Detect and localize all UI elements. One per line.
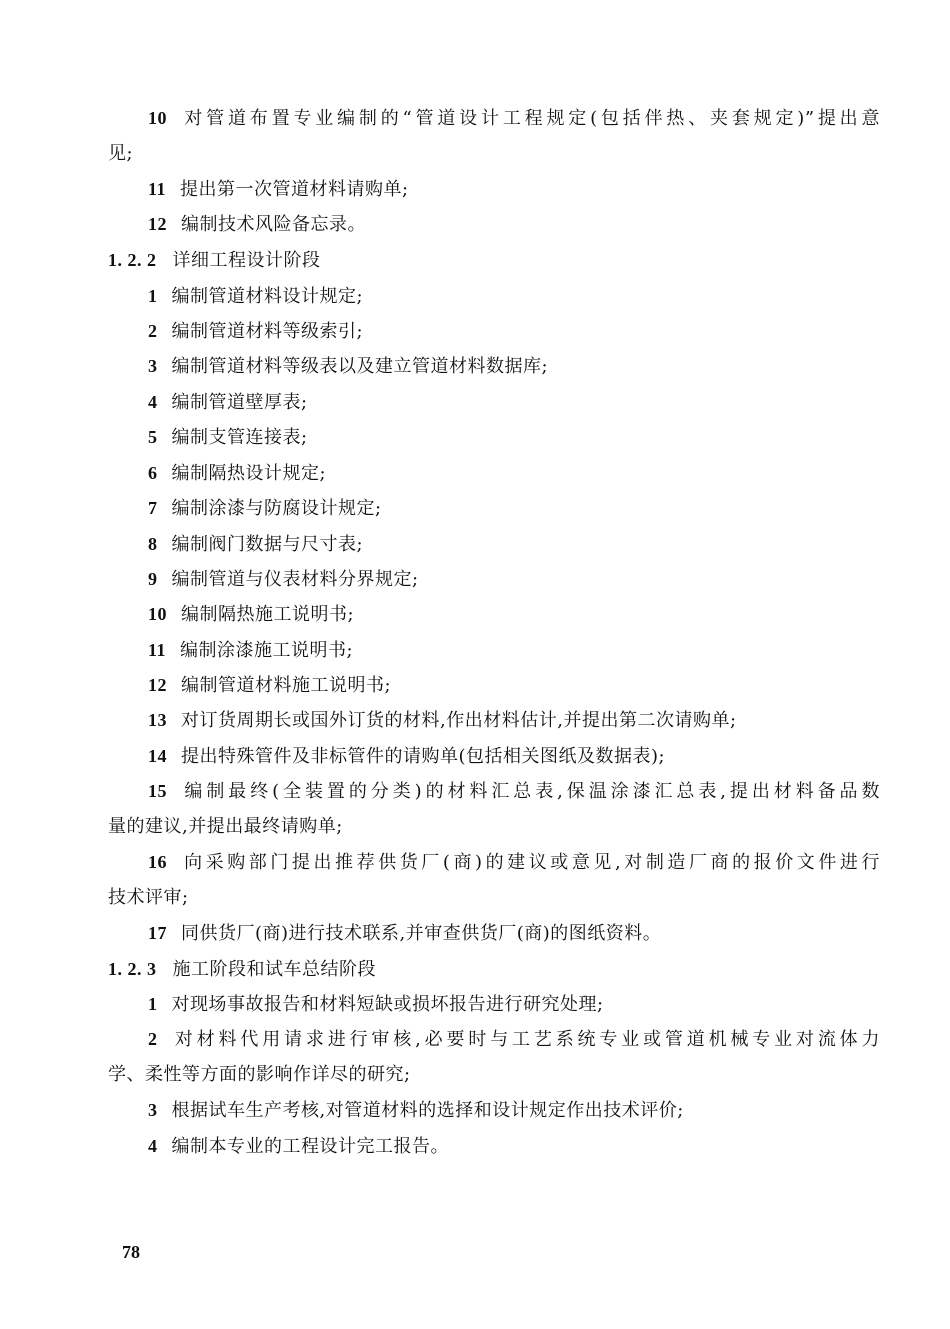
list-item-continuation	[108, 1064, 411, 1086]
item-text: 编制隔热设计规定;	[171, 463, 327, 484]
item-number: 1	[148, 994, 158, 1014]
item-text: 编制管道材料等级索引;	[171, 321, 364, 342]
list-item	[148, 709, 737, 732]
item-text: 编制阀门数据与尺寸表;	[171, 534, 364, 555]
item-text: 编制管道壁厚表;	[171, 392, 308, 413]
section-title: 施工阶段和试车总结阶段	[172, 959, 376, 980]
item-text: 技术评审;	[108, 887, 189, 908]
item-number: 12	[148, 675, 167, 695]
item-number: 3	[148, 356, 158, 376]
list-item	[148, 780, 880, 803]
item-text: 编制涂漆与防腐设计规定;	[171, 498, 382, 519]
list-item	[148, 568, 419, 591]
item-text: 提出第一次管道材料请购单;	[180, 179, 409, 200]
section-title: 详细工程设计阶段	[172, 250, 321, 271]
section-heading	[108, 958, 376, 981]
item-number: 15	[148, 781, 167, 801]
item-number: 10	[148, 604, 167, 624]
list-item-continuation	[108, 143, 133, 165]
item-text: 同供货厂(商)进行技术联系,并审查供货厂(商)的图纸资料。	[181, 923, 662, 944]
item-text: 见;	[108, 143, 134, 164]
list-item	[148, 107, 880, 130]
list-item	[148, 639, 353, 662]
item-number: 16	[148, 852, 167, 872]
item-text: 编制最终(全装置的分类)的材料汇总表,保温涂漆汇总表,提出材料备品数	[181, 781, 880, 802]
item-text: 编制本专业的工程设计完工报告。	[171, 1136, 449, 1157]
list-item	[148, 391, 308, 414]
list-item	[148, 1099, 684, 1122]
section-number: 1. 2. 3	[108, 959, 157, 979]
list-item	[148, 851, 880, 874]
page-number: 78	[122, 1242, 140, 1262]
item-text: 量的建议,并提出最终请购单;	[108, 816, 343, 837]
item-number: 14	[148, 746, 167, 766]
list-item	[148, 603, 354, 626]
item-text: 学、柔性等方面的影响作详尽的研究;	[108, 1064, 411, 1085]
item-number: 4	[148, 392, 158, 412]
item-text: 根据试车生产考核,对管道材料的选择和设计规定作出技术评价;	[171, 1100, 684, 1121]
item-text: 编制技术风险备忘录。	[181, 214, 366, 235]
list-item	[148, 674, 391, 697]
item-text: 对现场事故报告和材料短缺或损坏报告进行研究处理;	[171, 994, 604, 1015]
item-number: 7	[148, 498, 158, 518]
list-item	[148, 320, 363, 343]
list-item	[148, 1135, 449, 1158]
list-item-continuation	[108, 887, 189, 909]
list-item	[148, 355, 548, 378]
item-number: 6	[148, 463, 158, 483]
item-text: 向采购部门提出推荐供货厂(商)的建议或意见,对制造厂商的报价文件进行	[181, 852, 880, 873]
item-text: 编制管道与仪表材料分界规定;	[171, 569, 419, 590]
list-item	[148, 462, 326, 485]
list-item	[148, 922, 661, 945]
item-text: 编制支管连接表;	[171, 427, 308, 448]
item-text: 编制管道材料设计规定;	[171, 286, 364, 307]
item-number: 2	[148, 321, 158, 341]
section-number: 1. 2. 2	[108, 250, 157, 270]
list-item	[148, 533, 363, 556]
list-item	[148, 178, 409, 201]
item-number: 1	[148, 286, 158, 306]
item-number: 9	[148, 569, 158, 589]
item-text: 编制管道材料施工说明书;	[181, 675, 392, 696]
item-number: 13	[148, 710, 167, 730]
list-item	[148, 497, 382, 520]
list-item	[148, 213, 366, 236]
list-item	[148, 1028, 880, 1051]
list-item	[148, 993, 604, 1016]
item-number: 11	[148, 640, 167, 660]
item-number: 5	[148, 427, 158, 447]
item-text: 编制隔热施工说明书;	[181, 604, 355, 625]
section-heading	[108, 249, 321, 272]
item-text: 对材料代用请求进行审核,必要时与工艺系统专业或管道机械专业对流体力	[171, 1029, 880, 1050]
item-number: 17	[148, 923, 167, 943]
list-item	[148, 285, 363, 308]
item-number: 10	[148, 108, 167, 128]
item-number: 3	[148, 1100, 158, 1120]
item-number: 11	[148, 179, 167, 199]
item-text: 编制涂漆施工说明书;	[180, 640, 354, 661]
item-text: 对订货周期长或国外订货的材料,作出材料估计,并提出第二次请购单;	[181, 710, 737, 731]
list-item	[148, 745, 665, 768]
item-number: 2	[148, 1029, 158, 1049]
item-text: 提出特殊管件及非标管件的请购单(包括相关图纸及数据表);	[181, 746, 666, 767]
item-text: 编制管道材料等级表以及建立管道材料数据库;	[171, 356, 549, 377]
item-number: 8	[148, 534, 158, 554]
list-item	[148, 426, 308, 449]
list-item-continuation	[108, 816, 343, 838]
item-number: 4	[148, 1136, 158, 1156]
item-number: 12	[148, 214, 167, 234]
item-text: 对管道布置专业编制的“管道设计工程规定(包括伴热、夹套规定)”提出意	[181, 108, 880, 129]
